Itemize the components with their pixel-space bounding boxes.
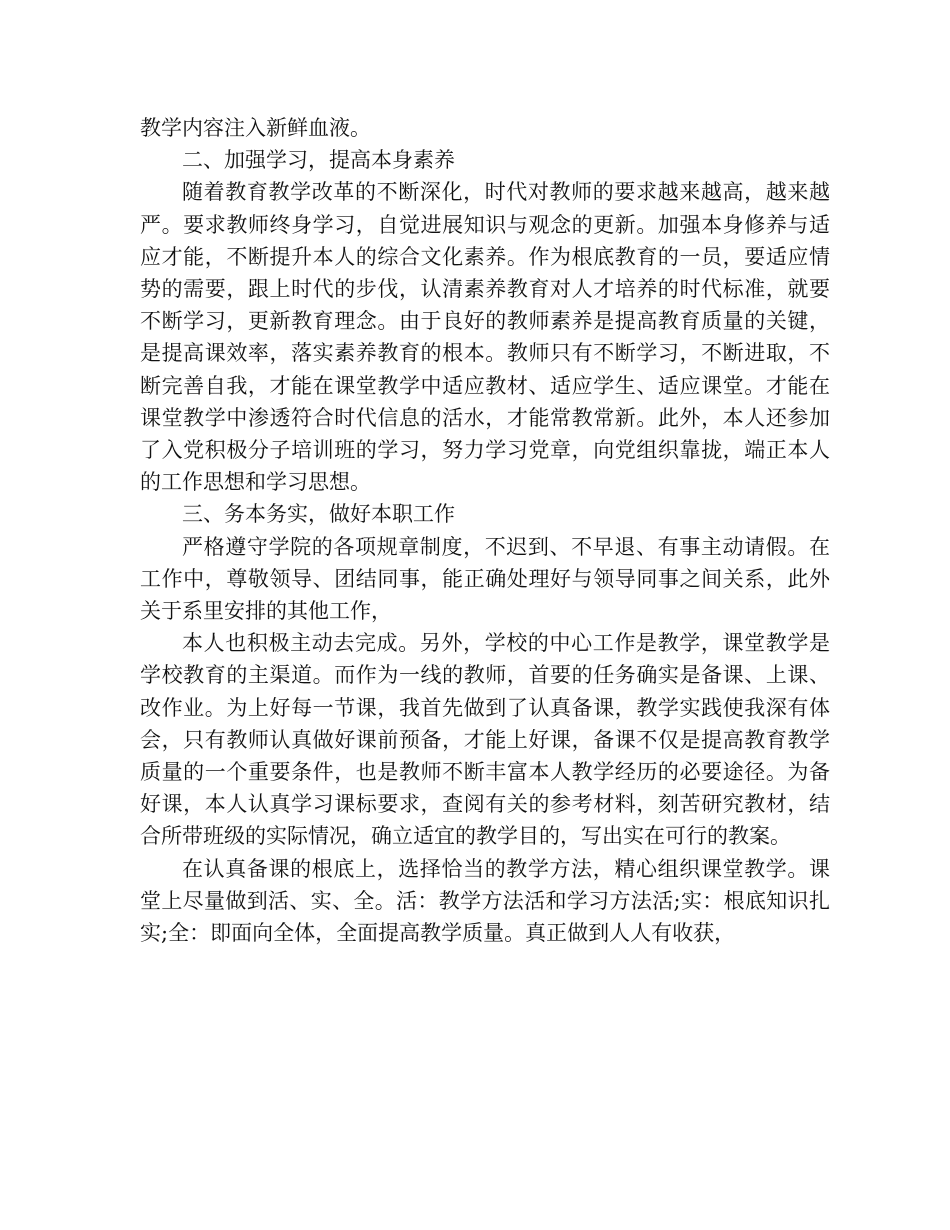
paragraph-1: 教学内容注入新鲜血液。 [140, 116, 371, 140]
paragraph-7: 在认真备课的根底上，选择恰当的教学方法，精心组织课堂教学。课堂上尽量做到活、实、全。活：教学方法活和学习方法活;实：根底知识扎实;全：即面向全体，全面提高教学质量。真正做到人人有收获， [140, 856, 830, 946]
paragraph-3: 随着教育教学改革的不断深化，时代对教师的要求越来越高，越来越严。要求教师终身学习，自觉进展知识与观念的更新。加强本身修养与适应才能，不断提升本人的综合文化素养。作为根底教育的一员，要适应情势的需要，跟上时代的步伐，认清素养教育对人才培养的时代标准，就要不断学习，更新教育理念。由于良好的教师素养是提高教育质量的关键，是提高课效率，落实素养教育的根本。教师只有不断学习，不断进取，不断完善自我，才能在课堂教学中适应教材、适应学生、适应课堂。才能在课堂教学中渗透符合时代信息的活水，才能常教常新。此外，本人还参加了入党积极分子培训班的学习，努力学习党章，向党组织靠拢，端正本人的工作思想和学习思想。 [140, 180, 830, 495]
document-page [140, 112, 830, 949]
paragraph-6: 本人也积极主动去完成。另外，学校的中心工作是教学，课堂教学是学校教育的主渠道。而作为一线的教师，首要的任务确实是备课、上课、改作业。为上好每一节课，我首先做到了认真备课，教学实践使我深有体会，只有教师认真做好课前预备，才能上好课，备课不仅是提高教育教学质量的一个重要条件，也是教师不断丰富本人教学经历的必要途径。为备好课，本人认真学习课标要求，查阅有关的参考材料，刻苦研究教材，结合所带班级的实际情况，确立适宜的教学目的，写出实在可行的教案。 [140, 631, 830, 849]
paragraph-5: 严格遵守学院的各项规章制度，不迟到、不早退、有事主动请假。在工作中，尊敬领导、团结同事，能正确处理好与领导同事之间关系，此外关于系里安排的其他工作， [140, 534, 830, 624]
section-heading-2: 二、加强学习，提高本身素养 [182, 148, 455, 173]
section-heading-3: 三、务本务实，做好本职工作 [182, 502, 455, 527]
